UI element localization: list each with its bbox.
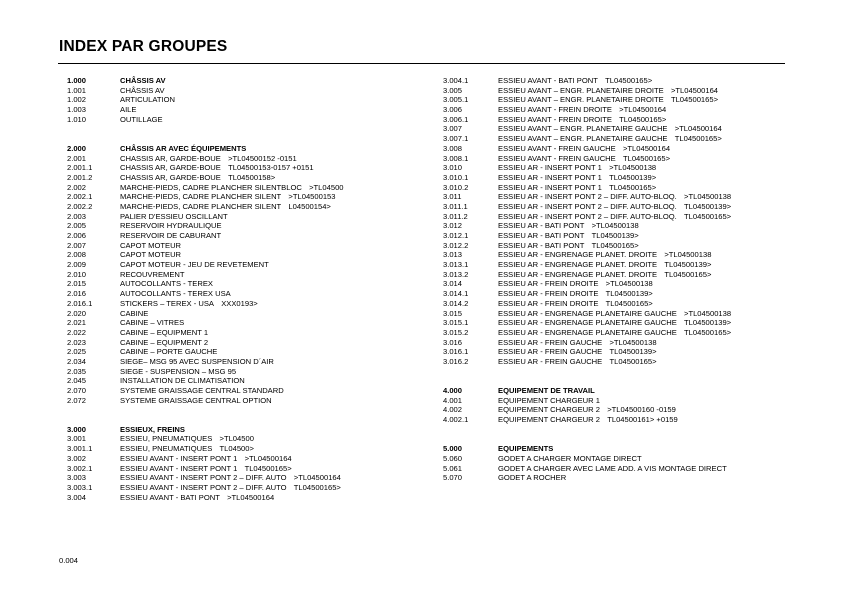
index-entry[interactable] [443,241,833,251]
index-entry[interactable] [67,454,447,464]
index-entry[interactable] [443,279,833,289]
entry-label: ESSIEU AR - FREIN DROITE >TL04500138 [498,279,653,289]
index-entry[interactable] [443,173,833,183]
entry-serial-range: TL04500165> [244,463,292,473]
entry-code: 5.060 [443,453,463,463]
entry-code: 1.000 [67,76,87,85]
entry-serial-range: TL04500165> [609,182,657,192]
entry-code: 2.070 [67,386,87,396]
page-title: INDEX PAR GROUPES [59,38,228,55]
index-entry[interactable] [67,202,447,212]
index-entry[interactable] [67,289,447,299]
entry-label: ESSIEU AR - FREIN GAUCHE >TL04500138 [498,337,657,347]
index-entry[interactable] [67,183,447,193]
index-entry[interactable] [67,318,447,328]
index-entry[interactable] [67,192,447,202]
index-entry[interactable] [443,299,833,309]
index-entry[interactable] [443,357,833,367]
entry-serial-range: TL04500139> [609,347,657,357]
entry-code: 3.015 [443,308,463,318]
entry-label: ESSIEU AR - FREIN GAUCHE TL04500165> [498,356,657,366]
entry-label: ESSIEU AR - INSERT PONT 1 TL04500165> [498,182,657,192]
section-spacer [443,367,833,386]
entry-code: 3.011.2 [443,211,468,221]
entry-label: ESSIEU AVANT – ENGR. PLANETAIRE GAUCHE TL04500165> [498,134,722,144]
index-entry[interactable] [443,396,833,406]
entry-label: SYSTEME GRAISSAGE CENTRAL STANDARD [120,386,284,396]
entry-code: 3.007 [443,124,463,134]
entry-code: 2.021 [67,318,87,328]
index-entry[interactable] [67,115,447,125]
entry-label: OUTILLAGE [120,114,163,124]
entry-serial-range: TL04500165> [622,153,671,163]
entry-label: ESSIEU AR - ENGRENAGE PLANET. DROITE TL04500139> [498,260,712,270]
index-entry[interactable] [67,338,447,348]
entry-serial-range: TL04500139> [609,172,657,182]
entry-label: CABINE – EQUIPMENT 2 [120,337,209,347]
entry-serial-range: L04500154> [288,201,331,211]
index-entry[interactable] [443,250,833,260]
section-spacer [67,124,447,143]
entry-serial-range: >TL04500152 -0151 [228,153,297,163]
index-group-heading[interactable] [67,425,447,435]
entry-label: ESSIEU AR - ENGRENAGE PLANETAIRE GAUCHE >TL04500138 [498,308,732,318]
entry-serial-range: TL04500165> [609,356,657,366]
entry-serial-range: >TL04500138 [664,250,712,260]
entry-label: PALIER D'ESSIEU OSCILLANT [120,211,228,221]
entry-code: 2.016.1 [67,298,93,308]
index-entry[interactable] [443,328,833,338]
entry-code: 3.015.1 [443,318,469,328]
index-entry[interactable] [443,124,833,134]
entry-code: 4.002 [443,405,463,415]
entry-code: 2.001 [67,153,87,163]
entry-code: 3.006 [443,105,463,115]
entry-code: 2.045 [67,376,87,386]
entry-code: 3.014 [443,279,463,289]
entry-label: CHASSIS AR, GARDE-BOUE >TL04500152 -0151 [120,153,297,163]
entry-label: ESSIEU AR - FREIN GAUCHE TL04500139> [498,347,657,357]
entry-label: GODET A CHARGER AVEC LAME ADD. A VIS MONTAGE DIRECT [498,463,727,473]
entry-label: ESSIEU AR - INSERT PONT 2 – DIFF. AUTO-BLOQ. TL04500139> [498,201,732,211]
entry-label: ESSIEU AVANT - FREIN DROITE TL04500165> [498,114,667,124]
index-entry[interactable] [443,86,833,96]
entry-code: 2.009 [67,260,87,270]
entry-code: 2.020 [67,308,87,318]
index-entry[interactable] [443,76,833,86]
entry-serial-range: XXX0193> [221,298,258,308]
entry-label: EQUIPEMENT CHARGEUR 2 TL04500161> +0159 [498,415,678,425]
index-entry[interactable] [443,415,833,425]
index-entry[interactable] [443,105,833,115]
index-entry[interactable] [67,163,447,173]
entry-serial-range: TL04500165> [684,211,732,221]
entry-code: 4.001 [443,395,463,405]
entry-label: INSTALLATION DE CLIMATISATION [120,376,245,386]
entry-code: 3.003 [67,473,87,483]
entry-label: CAPOT MOTEUR [120,250,182,260]
index-entry[interactable] [443,134,833,144]
entry-label: ESSIEU AVANT - FREIN GAUCHE TL04500165> [498,153,671,163]
index-entry[interactable] [443,405,833,415]
index-entry[interactable] [67,270,447,280]
index-entry[interactable] [67,376,447,386]
index-entry[interactable] [67,241,447,251]
entry-serial-range: TL04500158> [228,172,276,182]
index-entry[interactable] [67,347,447,357]
index-entry[interactable] [67,464,447,474]
entry-code: 2.025 [67,347,87,357]
entry-label: ESSIEU AR - FREIN DROITE TL04500139> [498,289,653,299]
index-entry[interactable] [67,434,447,444]
entry-code: 2.003 [67,211,87,221]
entry-serial-range: >TL04500138 [605,279,653,289]
entry-code: 2.001.2 [67,172,93,182]
entry-label: ESSIEU AVANT – ENGR. PLANETAIRE DROITE >TL04500164 [498,85,719,95]
entry-label: ESSIEU AR - INSERT PONT 1 >TL04500138 [498,163,657,173]
index-entry[interactable] [443,183,833,193]
entry-code: 2.002.2 [67,201,93,211]
entry-code: 3.002 [67,453,87,463]
entry-label: EQUIPEMENT CHARGEUR 2 >TL04500160 -0159 [498,405,676,415]
entry-serial-range: TL04500165> [293,482,341,492]
index-entry[interactable] [67,212,447,222]
entry-label: ESSIEU AVANT – ENGR. PLANETAIRE GAUCHE >TL04500164 [498,124,722,134]
entry-label: CAPOT MOTEUR [120,240,182,250]
index-group-heading[interactable] [443,386,833,396]
entry-code: 3.016.1 [443,347,469,357]
index-entry[interactable] [67,367,447,377]
entry-label: EQUIPEMENTS [498,444,554,454]
entry-label: RESERVOIR DE CABURANT [120,231,222,241]
entry-label: ESSIEU AVANT - FREIN GAUCHE >TL04500164 [498,143,671,153]
entry-label: CABINE – VITRES [120,318,185,328]
entry-serial-range: TL04500165> [670,95,719,105]
entry-label: ESSIEU AR - BATI PONT TL04500165> [498,240,639,250]
index-entry[interactable] [443,473,833,483]
index-entry[interactable] [67,250,447,260]
entry-label: CHÂSSIS AV [120,76,166,85]
entry-code: 3.011.1 [443,201,468,211]
entry-code: 3.013.2 [443,269,469,279]
index-entry[interactable] [443,192,833,202]
index-entry[interactable] [443,270,833,280]
entry-code: 3.008 [443,143,463,153]
index-entry[interactable] [443,154,833,164]
title-divider [58,63,785,64]
entry-label: MARCHE-PIEDS, CADRE PLANCHER SILENTBLOC >TL04500 [120,182,344,192]
index-entry[interactable] [443,212,833,222]
index-group-heading[interactable] [67,144,447,154]
index-entry[interactable] [67,105,447,115]
entry-serial-range: TL04500165> [605,76,653,85]
entry-serial-range: TL04500165> [684,327,732,337]
entry-code: 3.001.1 [67,444,93,454]
entry-label: CABINE – EQUIPMENT 1 [120,327,209,337]
entry-code: 3.010.1 [443,172,469,182]
entry-serial-range: TL04500153-0157 +0151 [228,163,314,173]
entry-serial-range: >TL04500138 [609,163,657,173]
entry-label: CAPOT MOTEUR - JEU DE REVETEMENT [120,260,269,270]
index-entry[interactable] [443,338,833,348]
entry-code: 2.005 [67,221,87,231]
entry-label: ESSIEU AVANT - INSERT PONT 1 >TL04500164 [120,453,292,463]
entry-code: 2.015 [67,279,87,289]
entry-code: 2.001.1 [67,163,93,173]
entry-serial-range: >TL04500 [309,182,344,192]
entry-label: ESSIEU AVANT - INSERT PONT 1 TL04500165> [120,463,292,473]
entry-code: 2.002.1 [67,192,93,202]
entry-serial-range: >TL04500164 [244,453,292,463]
entry-label: CHASSIS AR, GARDE-BOUE TL04500158> [120,172,276,182]
entry-label: ESSIEU AR - ENGRENAGE PLANETAIRE GAUCHE TL04500165> [498,327,732,337]
entry-label: ESSIEU AR - ENGRENAGE PLANET. DROITE >TL04500138 [498,250,712,260]
entry-code: 3.011 [443,192,462,202]
entry-label: ESSIEU AVANT - BATI PONT >TL04500164 [120,492,275,502]
entry-serial-range: TL04500139> [591,231,639,240]
entry-code: 1.001 [67,85,87,95]
page-number: 0.004 [59,556,79,565]
index-entry[interactable] [67,309,447,319]
index-entry[interactable] [67,221,447,231]
entry-code: 3.007.1 [443,134,469,144]
entry-label: CABINE – PORTE GAUCHE [120,347,218,357]
entry-code: 3.013.1 [443,260,469,270]
index-entry[interactable] [443,202,833,212]
entry-serial-range: TL04500165> [664,269,712,279]
entry-label: CABINE [120,308,149,318]
entry-label: ESSIEU AVANT - INSERT PONT 2 – DIFF. AUTO TL04500165> [120,482,341,492]
entry-label: ESSIEUX, FREINS [120,424,185,434]
entry-label: ESSIEU AVANT - BATI PONT TL04500165> [498,76,653,85]
entry-serial-range: >TL04500164 [674,124,722,134]
entry-code: 3.004 [67,492,87,502]
section-spacer [443,425,833,444]
entry-label: ESSIEU AR - INSERT PONT 2 – DIFF. AUTO-BLOQ. TL04500165> [498,211,732,221]
entry-label: AUTOCOLLANTS - TEREX USA [120,289,231,299]
entry-code: 3.012.2 [443,240,469,250]
entry-label: ESSIEU, PNEUMATIQUES TL04500> [120,444,254,454]
entry-serial-range: >TL04500138 [609,337,657,347]
entry-code: 2.023 [67,337,87,347]
entry-serial-range: >TL04500138 [591,221,639,231]
index-entry[interactable] [67,483,447,493]
entry-code: 2.002 [67,182,87,192]
index-entry[interactable] [67,154,447,164]
index-entry[interactable] [67,386,447,396]
entry-label: EQUIPEMENT CHARGEUR 1 [498,395,600,405]
entry-label: CHÂSSIS AV [120,85,165,95]
entry-label: AUTOCOLLANTS - TEREX [120,279,213,289]
entry-label: MARCHE-PIEDS, CADRE PLANCHER SILENT >TL04500153 [120,192,336,202]
index-entry[interactable] [67,328,447,338]
entry-code: 3.014.1 [443,289,469,299]
index-entry[interactable] [67,231,447,241]
entry-code: 1.002 [67,95,87,105]
entry-code: 3.003.1 [67,482,93,492]
entry-serial-range: TL04500139> [684,201,732,211]
entry-serial-range: >TL04500164 [227,492,275,502]
index-entry[interactable] [443,260,833,270]
entry-code: 1.010 [67,114,87,124]
entry-label: ESSIEU AR - BATI PONT >TL04500138 [498,221,639,231]
entry-code: 2.008 [67,250,87,260]
entry-serial-range: >TL04500160 -0159 [607,405,676,415]
index-entry[interactable] [443,115,833,125]
entry-serial-range: >TL04500138 [684,192,732,202]
entry-label: SIEGE– MSG 95 AVEC SUSPENSION D´AIR [120,356,274,366]
entry-code: 2.022 [67,327,87,337]
entry-serial-range: TL04500139> [605,289,653,299]
index-entry[interactable] [443,347,833,357]
index-group-heading[interactable] [67,76,447,86]
entry-label: CHÂSSIS AR AVEC ÉQUIPEMENTS [120,143,247,153]
entry-label: SIEGE - SUSPENSION – MSG 95 [120,366,237,376]
index-entry[interactable] [443,318,833,328]
entry-label: ESSIEU AR - INSERT PONT 2 – DIFF. AUTO-BLOQ. >TL04500138 [498,192,732,202]
entry-code: 3.016.2 [443,356,469,366]
entry-code: 3.013 [443,250,463,260]
entry-code: 1.003 [67,105,87,115]
entry-label: ESSIEU AVANT - INSERT PONT 2 – DIFF. AUTO >TL04500164 [120,473,341,483]
entry-code: 2.034 [67,356,87,366]
entry-label: RESERVOIR HYDRAULIQUE [120,221,222,231]
entry-code: 3.006.1 [443,114,469,124]
index-entry[interactable] [67,260,447,270]
entry-label: MARCHE-PIEDS, CADRE PLANCHER SILENT L04500154> [120,201,331,211]
entry-code: 5.000 [443,444,463,454]
entry-code: 5.061 [443,463,463,473]
entry-code: 2.010 [67,269,87,279]
entry-code: 2.072 [67,395,87,405]
entry-code: 3.005.1 [443,95,469,105]
index-entry[interactable] [67,299,447,309]
entry-code: 4.000 [443,386,463,396]
entry-label: EQUIPEMENT DE TRAVAIL [498,386,595,396]
entry-code: 3.010 [443,163,463,173]
entry-code: 3.012.1 [443,231,469,240]
index-entry[interactable] [67,493,447,503]
index-entry[interactable] [67,473,447,483]
entry-serial-range: TL04500165> [619,114,667,124]
entry-serial-range: >TL04500153 [288,192,336,202]
entry-serial-range: >TL04500138 [684,308,732,318]
entry-label: ESSIEU AR - ENGRENAGE PLANETAIRE GAUCHE TL04500139> [498,318,732,328]
entry-label: CHASSIS AR, GARDE-BOUE TL04500153-0157 +0151 [120,163,314,173]
entry-code: 3.008.1 [443,153,469,163]
entry-label: RECOUVREMENT [120,269,185,279]
entry-code: 3.002.1 [67,463,93,473]
entry-code: 3.012 [443,221,463,231]
index-entry[interactable] [443,231,833,241]
index-group-heading[interactable] [443,444,833,454]
entry-serial-range: >TL04500164 [293,473,341,483]
entry-label: GODET A CHARGER MONTAGE DIRECT [498,453,642,463]
index-entry[interactable] [443,221,833,231]
entry-code: 2.035 [67,366,87,376]
entry-serial-range: TL04500161> +0159 [607,415,678,425]
entry-code: 3.015.2 [443,327,469,337]
index-entry[interactable] [443,454,833,464]
entry-code: 3.010.2 [443,182,469,192]
entry-serial-range: >TL04500164 [622,143,671,153]
entry-label: GODET A ROCHER [498,473,567,483]
index-entry[interactable] [67,444,447,454]
index-entry[interactable] [67,173,447,183]
entry-label: AILE [120,105,137,115]
entry-label: ESSIEU AVANT – ENGR. PLANETAIRE DROITE TL04500165> [498,95,719,105]
index-entry[interactable] [443,144,833,154]
entry-serial-range: TL04500139> [664,260,712,270]
index-entry[interactable] [443,289,833,299]
entry-label: STICKERS – TEREX - USA XXX0193> [120,298,258,308]
index-entry[interactable] [443,464,833,474]
index-entry[interactable] [67,279,447,289]
entry-code: 2.006 [67,231,87,241]
entry-serial-range: >TL04500164 [619,105,667,115]
index-entry[interactable] [67,396,447,406]
index-entry[interactable] [443,309,833,319]
entry-code: 3.016 [443,337,463,347]
index-entry[interactable] [67,357,447,367]
entry-label: ESSIEU AR - BATI PONT TL04500139> [498,231,639,240]
entry-label: ESSIEU AR - INSERT PONT 1 TL04500139> [498,172,657,182]
entry-code: 5.070 [443,473,463,483]
entry-code: 2.007 [67,240,87,250]
entry-code: 4.002.1 [443,415,469,425]
entry-serial-range: >TL04500 [219,434,254,444]
section-spacer [67,405,447,424]
entry-serial-range: >TL04500164 [670,85,719,95]
entry-serial-range: TL04500165> [605,298,653,308]
entry-label: ARTICULATION [120,95,175,105]
entry-serial-range: TL04500165> [674,134,722,144]
entry-label: SYSTEME GRAISSAGE CENTRAL OPTION [120,395,272,405]
entry-code: 3.014.2 [443,298,469,308]
entry-code: 3.001 [67,434,87,444]
entry-label: ESSIEU AR - FREIN DROITE TL04500165> [498,298,653,308]
index-column-left [67,76,447,502]
index-entry[interactable] [443,95,833,105]
entry-code: 2.000 [67,143,87,153]
entry-label: ESSIEU AVANT - FREIN DROITE >TL04500164 [498,105,667,115]
entry-serial-range: TL04500> [219,444,254,454]
entry-serial-range: TL04500139> [684,318,732,328]
entry-serial-range: TL04500165> [591,240,639,250]
index-entry[interactable] [67,95,447,105]
index-entry[interactable] [67,86,447,96]
entry-code: 3.004.1 [443,76,469,85]
index-column-right [443,76,833,483]
entry-code: 3.005 [443,85,463,95]
entry-code: 3.000 [67,424,87,434]
entry-code: 2.016 [67,289,87,299]
entry-label: ESSIEU AR - ENGRENAGE PLANET. DROITE TL04500165> [498,269,712,279]
entry-label: ESSIEU, PNEUMATIQUES >TL04500 [120,434,254,444]
index-entry[interactable] [443,163,833,173]
